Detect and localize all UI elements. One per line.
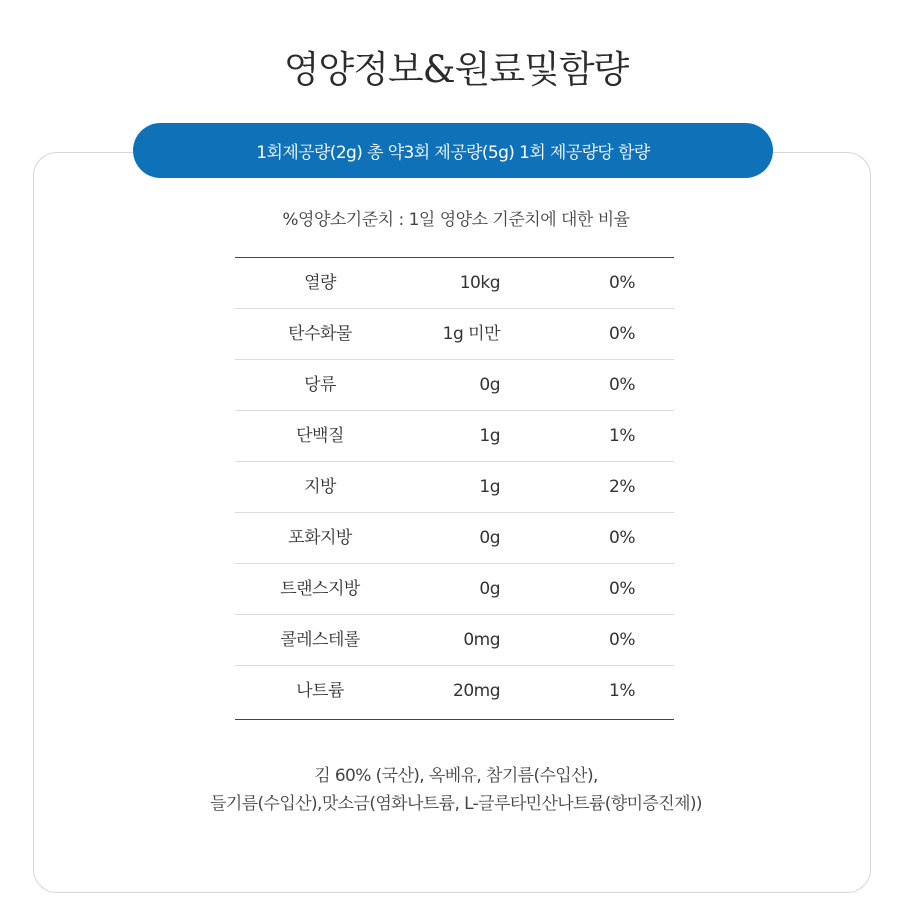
nutrient-amount: 10kg — [459, 273, 500, 293]
nutrient-amount: 0g — [479, 375, 500, 395]
table-row — [235, 462, 674, 513]
nutrient-name: 트랜스지방 — [280, 579, 360, 599]
nutrient-percent: 0% — [609, 630, 635, 650]
nutrient-name: 열량 — [304, 273, 336, 293]
table-row — [235, 615, 674, 666]
table-row — [235, 360, 674, 411]
serving-info-banner — [133, 123, 773, 178]
table-row — [235, 258, 674, 309]
nutrient-amount: 20mg — [453, 681, 500, 701]
nutrient-percent: 1% — [609, 681, 635, 701]
nutrient-percent: 0% — [609, 528, 635, 548]
nutrient-name: 단백질 — [296, 426, 344, 446]
nutrient-amount: 1g — [479, 426, 500, 446]
table-row — [235, 411, 674, 462]
page-title: 영양정보&원료및함량 — [283, 48, 629, 91]
nutrient-amount: 0g — [479, 528, 500, 548]
nutrient-name: 나트륨 — [296, 681, 344, 701]
table-row — [235, 309, 674, 360]
nutrient-name: 당류 — [304, 375, 336, 395]
ingredients-line: 김 60% (국산), 옥베유, 참기름(수입산), — [314, 766, 598, 786]
nutrient-percent: 2% — [609, 477, 635, 497]
nutrition-table — [235, 257, 674, 720]
table-row — [235, 666, 674, 719]
nutrient-percent: 0% — [609, 579, 635, 599]
table-row — [235, 513, 674, 564]
nutrient-amount: 0mg — [463, 630, 500, 650]
serving-info-text: 1회제공량(2g) 총 약3회 제공량(5g) 1회 제공량당 함량 — [256, 143, 650, 163]
nutrient-percent: 0% — [609, 375, 635, 395]
nutrient-name: 탄수화물 — [288, 324, 352, 344]
nutrient-name: 포화지방 — [288, 528, 352, 548]
nutrient-percent: 0% — [609, 273, 635, 293]
ingredients-line: 들기름(수입산),맛소금(염화나트륨, L-글루타민산나트륨(향미증진제)) — [210, 794, 702, 814]
nutrient-amount: 0g — [479, 579, 500, 599]
nutrient-amount: 1g — [479, 477, 500, 497]
nutrient-amount: 1g 미만 — [442, 324, 500, 344]
ingredients-list — [0, 762, 912, 818]
nutrient-name: 콜레스테롤 — [280, 630, 360, 650]
nutrient-percent: 1% — [609, 426, 635, 446]
daily-value-note: %영양소기준치 : 1일 영양소 기준치에 대한 비율 — [282, 210, 630, 230]
table-row — [235, 564, 674, 615]
nutrient-name: 지방 — [304, 477, 336, 497]
nutrient-percent: 0% — [609, 324, 635, 344]
